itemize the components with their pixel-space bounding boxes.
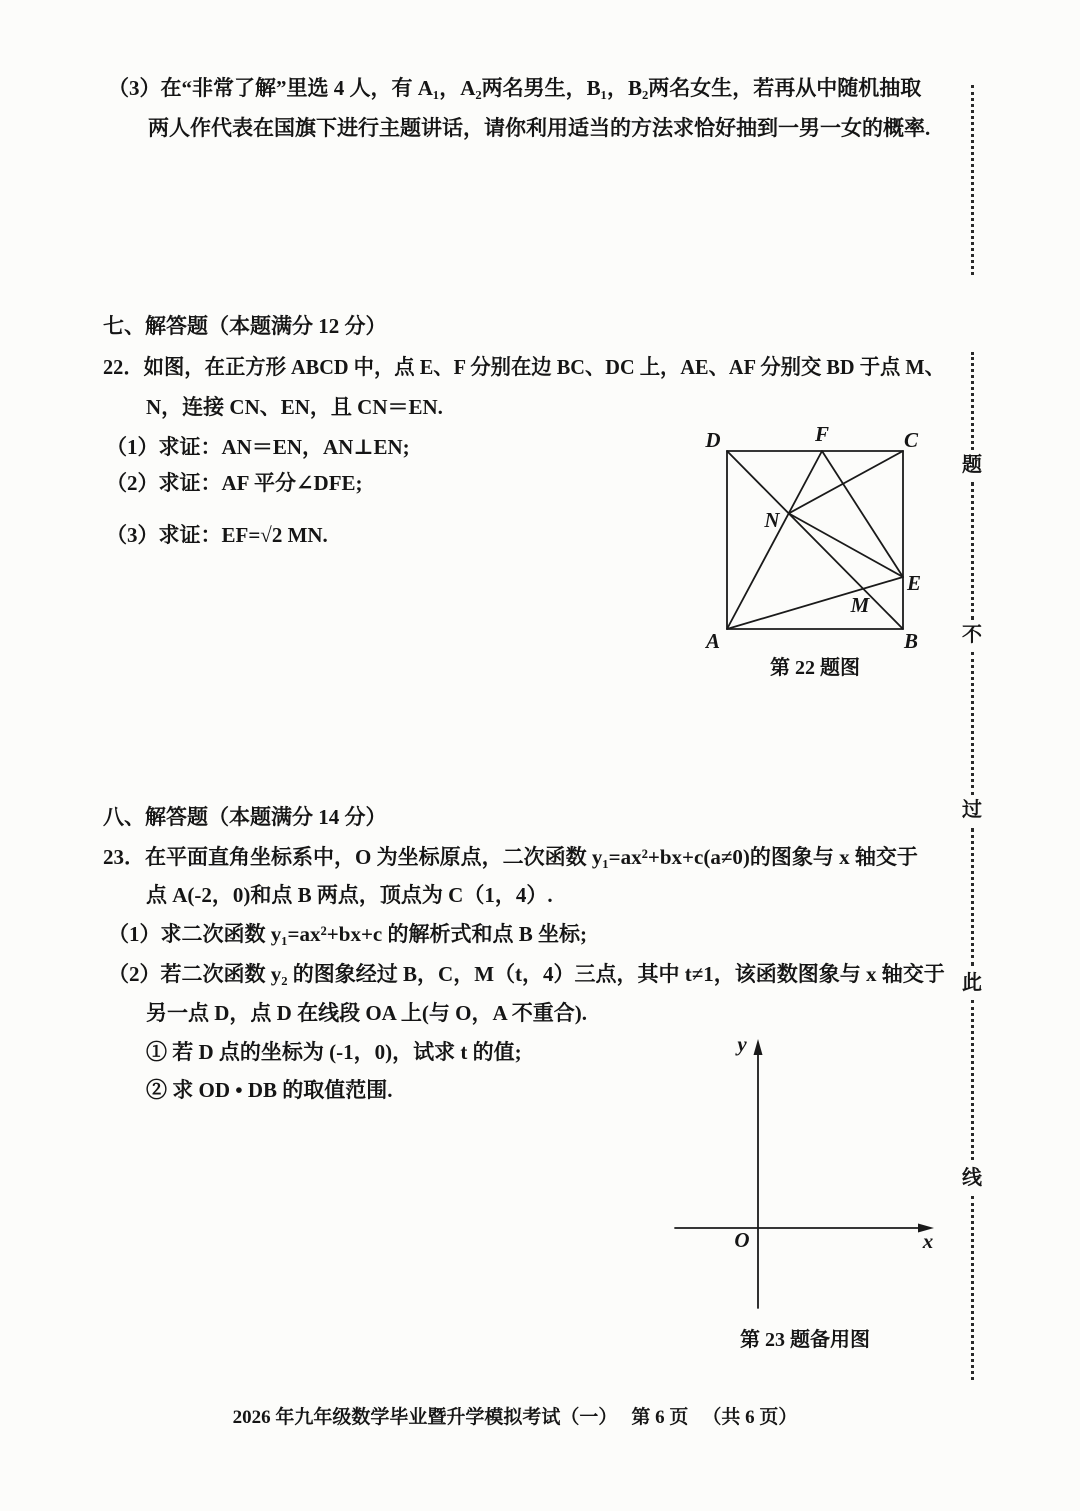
question-23-figure-caption: 第 23 题备用图 [740,1329,870,1351]
binding-line-dots [971,482,974,620]
binding-margin-char: 不 [962,624,982,646]
question-22-part-3: （3）求证：EF=√2 MN. [106,523,328,547]
point-label-a: A [705,629,721,653]
question-23-stem-line-1: 23．在平面直角坐标系中，O 为坐标原点，二次函数 y₁=ax²+bx+c(a≠0)的图象与 x 轴交于 [103,845,918,869]
page-total: （共 6 页） [702,1407,798,1428]
binding-margin-char: 过 [962,799,982,821]
page-number: 第 6 页 [631,1407,689,1428]
point-label-d: D [705,428,721,452]
point-label-c: C [903,428,919,452]
question-22-part-1: （1）求证：AN＝EN，AN⊥EN; [106,435,410,459]
question-23-part-2-line-2: 另一点 D，点 D 在线段 OA 上(与 O，A 不重合). [146,1001,587,1025]
x-axis-label: x [922,1229,934,1253]
exam-title: 2026 年九年级数学毕业暨升学模拟考试（一） [232,1407,618,1428]
segment-ne [789,513,903,577]
question-22-stem-line-2: N，连接 CN、EN，且 CN＝EN. [146,395,443,419]
question-22-figure [690,420,940,656]
point-label-n: N [764,508,780,532]
origin-label: O [734,1228,750,1252]
question-23-figure [660,1025,950,1320]
binding-line-dots [971,85,974,275]
binding-margin-char: 此 [962,972,982,994]
question-21-part-3-line-2: 两人作代表在国旗下进行主题讲话，请你利用适当的方法求恰好抽到一男一女的概率. [148,116,931,140]
section-7-heading: 七、解答题（本题满分 12 分） [103,314,387,338]
question-23-part-2-line-1: （2）若二次函数 y₂ 的图象经过 B，C，M（t，4）三点，其中 t≠1，该函数图象与 x 轴交于 [108,962,945,986]
point-label-b: B [903,629,919,653]
binding-line-dots [971,352,974,450]
binding-line-dots [971,1196,974,1380]
binding-line-dots [971,828,974,966]
point-label-f: F [814,422,830,446]
point-label-m: M [850,593,870,617]
question-21-part-3-line-1: （3）在“非常了解”里选 4 人，有 A₁，A₂两名男生，B₁，B₂两名女生，若再从中随机抽取 [108,76,922,100]
point-label-e: E [906,571,922,595]
y-axis-label: y [737,1032,747,1056]
question-22-figure-caption: 第 22 题图 [770,657,860,679]
binding-margin-char: 线 [962,1167,982,1189]
section-8-heading: 八、解答题（本题满分 14 分） [103,805,387,829]
binding-margin-char: 题 [962,454,982,476]
y-axis-arrow [754,1039,763,1055]
question-23-subpart-2: ② 求 OD • DB 的取值范围. [146,1078,393,1102]
question-23-part-1: （1）求二次函数 y₁=ax²+bx+c 的解析式和点 B 坐标; [108,922,587,946]
binding-line-dots [971,1000,974,1160]
question-23-stem-line-2: 点 A(-2，0)和点 B 两点，顶点为 C（1，4）. [146,883,553,907]
question-22-part-2: （2）求证：AF 平分∠DFE; [106,471,363,495]
binding-line-dots [971,652,974,795]
question-23-subpart-1: ① 若 D 点的坐标为 (-1，0)，试求 t 的值; [146,1040,522,1064]
question-22-stem-line-1: 22．如图，在正方形 ABCD 中，点 E、F 分别在边 BC、DC 上，AE、AF 分别交 BD 于点 M、 [103,355,945,379]
segment-af [727,451,822,629]
page-footer [200,1406,830,1430]
